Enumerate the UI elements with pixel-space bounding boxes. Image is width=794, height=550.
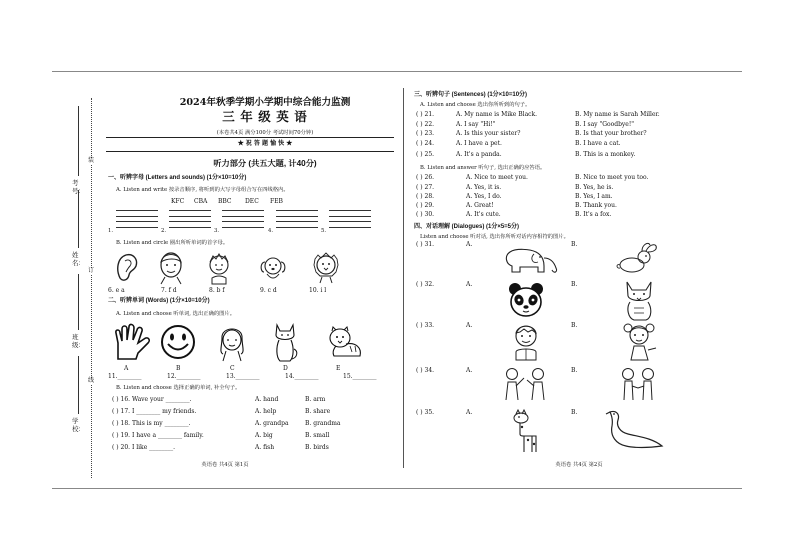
goose-icon bbox=[604, 408, 666, 452]
pic-label-c: C bbox=[230, 365, 235, 372]
writing-grid-line bbox=[329, 227, 371, 228]
writing-grid-line bbox=[329, 210, 371, 211]
writing-grid-line bbox=[222, 210, 264, 211]
option-31-b[interactable]: B. bbox=[571, 241, 578, 248]
writing-grid-line bbox=[276, 210, 318, 211]
writing-grid-line bbox=[276, 216, 318, 217]
grid-num-2: 2. bbox=[161, 228, 167, 234]
name-field[interactable] bbox=[78, 190, 79, 248]
option-33-a[interactable]: A. bbox=[466, 322, 473, 329]
combo-4: DEC bbox=[245, 198, 259, 205]
combo-3: BBC bbox=[218, 198, 232, 205]
class-field[interactable] bbox=[78, 274, 79, 330]
writing-grid-line bbox=[116, 227, 158, 228]
letter-option-6[interactable]: 6. e a bbox=[108, 287, 125, 294]
option-18-a[interactable]: A. grandpa bbox=[255, 420, 289, 427]
question-27[interactable]: ( ) 27. bbox=[416, 184, 435, 191]
sec1-title: 一、听辨字母 (Letters and sounds) (1分×10=10分) bbox=[108, 175, 247, 181]
question-24[interactable]: ( ) 24. bbox=[416, 140, 435, 147]
option-27-a[interactable]: A. Yes, it is. bbox=[466, 184, 502, 191]
writing-grid-line bbox=[116, 210, 158, 211]
option-33-b[interactable]: B. bbox=[571, 322, 578, 329]
writing-grid-line bbox=[222, 221, 264, 222]
fox-icon bbox=[620, 278, 658, 322]
sec3-partA: A. Listen and choose 选出你所听到的句子。 bbox=[420, 102, 531, 108]
ear-icon bbox=[114, 252, 140, 284]
class-label: 班级: bbox=[72, 334, 81, 350]
question-35[interactable]: ( ) 35. bbox=[416, 409, 435, 416]
option-35-a[interactable]: A. bbox=[466, 409, 473, 416]
pic-label-b: B bbox=[176, 365, 181, 372]
option-17-b[interactable]: B. share bbox=[305, 408, 331, 415]
writing-grid-line bbox=[276, 227, 318, 228]
sec2-partA: A. Listen and choose 听单词, 选出正确的图片。 bbox=[116, 311, 236, 317]
option-17-a[interactable]: A. help bbox=[255, 408, 277, 415]
listening-title: 听力部分 (共五大题, 计40分) bbox=[213, 159, 317, 168]
subject-title: 三 年 级 英 语 bbox=[222, 110, 308, 124]
question-17[interactable]: ( ) 17. I ________ my friends. bbox=[112, 408, 197, 415]
exam-info: (本卷共4页 满分100分 考试时间70分钟) bbox=[216, 130, 314, 136]
page-divider bbox=[403, 88, 404, 468]
sec1-partA: A. Listen and write 按录音顺序, 将听到的大写字母组合写在四线格内。 bbox=[116, 187, 289, 193]
elephant-icon bbox=[500, 246, 562, 276]
option-32-b[interactable]: B. bbox=[571, 281, 578, 288]
writing-grid-line bbox=[169, 221, 211, 222]
question-26[interactable]: ( ) 26. bbox=[416, 174, 435, 181]
option-31-a[interactable]: A. bbox=[466, 241, 473, 248]
option-23-b[interactable]: B. Is that your brother? bbox=[575, 130, 647, 137]
question-32[interactable]: ( ) 32. bbox=[416, 281, 435, 288]
option-26-a[interactable]: A. Nice to meet you. bbox=[466, 174, 528, 181]
question-18[interactable]: ( ) 18. This is my ________. bbox=[112, 420, 191, 427]
question-25[interactable]: ( ) 25. bbox=[416, 151, 435, 158]
name-label: 姓名: bbox=[72, 252, 81, 268]
tiger-icon bbox=[310, 250, 342, 284]
option-35-b[interactable]: B. bbox=[571, 409, 578, 416]
dog-icon bbox=[258, 252, 288, 284]
answer-blank-12[interactable]: 12.________ bbox=[167, 373, 201, 380]
girl-face-icon bbox=[215, 324, 249, 362]
option-30-b[interactable]: B. It's a fox. bbox=[575, 211, 612, 218]
option-25-b[interactable]: B. This is a monkey. bbox=[575, 151, 636, 158]
question-21[interactable]: ( ) 21. bbox=[416, 111, 435, 118]
children-talking-icon bbox=[614, 366, 662, 402]
option-24-b[interactable]: B. I have a cat. bbox=[575, 140, 621, 147]
option-32-a[interactable]: A. bbox=[466, 281, 473, 288]
writing-grid-line bbox=[222, 227, 264, 228]
option-25-a[interactable]: A. It's a panda. bbox=[456, 151, 502, 158]
option-22-b[interactable]: B. I say "Goodbye!" bbox=[575, 121, 635, 128]
grid-num-5: 5. bbox=[321, 228, 327, 234]
giraffe-icon bbox=[510, 408, 540, 454]
option-16-a[interactable]: A. hand bbox=[255, 396, 279, 403]
combo-1: KFC bbox=[171, 198, 185, 205]
option-29-a[interactable]: A. Great! bbox=[466, 202, 494, 209]
writing-grid-line bbox=[276, 221, 318, 222]
letter-option-10[interactable]: 10. i l bbox=[309, 287, 327, 294]
school-label: 学校: bbox=[72, 418, 81, 434]
answer-blank-11[interactable]: 11.________ bbox=[108, 373, 142, 380]
children-greeting-icon bbox=[498, 366, 552, 402]
grid-num-3: 3. bbox=[214, 228, 220, 234]
question-19[interactable]: ( ) 19. I have a ________ family. bbox=[112, 432, 204, 439]
option-28-b[interactable]: B. Yes, I am. bbox=[575, 193, 613, 200]
question-31[interactable]: ( ) 31. bbox=[416, 241, 435, 248]
girl-child-icon bbox=[620, 320, 660, 362]
pic-label-e: E bbox=[336, 365, 341, 372]
answer-blank-14[interactable]: 14.________ bbox=[285, 373, 319, 380]
sheet-top-border bbox=[52, 71, 742, 72]
hand-icon bbox=[108, 323, 156, 361]
pic-label-d: D bbox=[283, 365, 288, 372]
cat-icon bbox=[272, 321, 298, 363]
option-24-a[interactable]: A. I have a pet. bbox=[456, 140, 502, 147]
panda-icon bbox=[506, 280, 546, 320]
question-30[interactable]: ( ) 30. bbox=[416, 211, 435, 218]
combo-5: FEB bbox=[270, 198, 283, 205]
header-rule-bottom bbox=[106, 151, 394, 152]
page-1-footer: 英语卷 共4页 第1页 bbox=[201, 462, 249, 468]
school-field[interactable] bbox=[78, 356, 79, 414]
option-21-b[interactable]: B. My name is Sarah Miller. bbox=[575, 111, 660, 118]
sec1-partB: B. Listen and circle 圈出所听单词的首字母。 bbox=[116, 240, 229, 246]
exam-number-label: 考号: bbox=[72, 180, 81, 196]
sec4-instr: Listen and choose 听对话, 选出你所听对话内容相符的图片。 bbox=[420, 234, 569, 240]
writing-grid-line bbox=[116, 216, 158, 217]
sec2-partB: B. Listen and choose 选择正确的单词, 补全句子。 bbox=[116, 385, 241, 391]
question-34[interactable]: ( ) 34. bbox=[416, 367, 435, 374]
tiger-cub-icon bbox=[326, 324, 364, 360]
exam-title: 2024年秋季学期小学期中综合能力监测 bbox=[179, 97, 351, 108]
question-20[interactable]: ( ) 20. I like ________. bbox=[112, 444, 176, 451]
sheet-bottom-border bbox=[52, 488, 742, 489]
writing-grid-line bbox=[116, 221, 158, 222]
wish-text: ★ 祝 答 题 愉 快 ★ bbox=[237, 140, 293, 147]
seal-dotted-line bbox=[91, 98, 92, 478]
question-16[interactable]: ( ) 16. Wave your ________. bbox=[112, 396, 192, 403]
rabbit-icon bbox=[612, 241, 662, 275]
answer-blank-15[interactable]: 15.________ bbox=[343, 373, 377, 380]
option-20-b[interactable]: B. birds bbox=[305, 444, 329, 451]
sec2-title: 二、听辨单词 (Words) (1分×10=10分) bbox=[108, 298, 210, 304]
option-19-a[interactable]: A. big bbox=[255, 432, 273, 439]
question-33[interactable]: ( ) 33. bbox=[416, 322, 435, 329]
question-29[interactable]: ( ) 29. bbox=[416, 202, 435, 209]
option-22-a[interactable]: A. I say "Hi!" bbox=[456, 121, 496, 128]
option-29-b[interactable]: B. Thank you. bbox=[575, 202, 617, 209]
writing-grid-line bbox=[222, 216, 264, 217]
page-2-footer: 英语卷 共4页 第2页 bbox=[555, 462, 603, 468]
combo-2: CBA bbox=[194, 198, 208, 205]
answer-blank-13[interactable]: 13.________ bbox=[226, 373, 260, 380]
boy-child-icon bbox=[506, 322, 546, 362]
writing-grid-line bbox=[169, 210, 211, 211]
letter-option-7[interactable]: 7. f d bbox=[161, 287, 177, 294]
letter-option-9[interactable]: 9. c d bbox=[260, 287, 277, 294]
grid-num-4: 4. bbox=[268, 228, 274, 234]
smiley-face-icon bbox=[160, 324, 196, 360]
option-21-a[interactable]: A. My name is Mike Black. bbox=[456, 111, 538, 118]
writing-grid-line bbox=[329, 221, 371, 222]
option-16-b[interactable]: B. arm bbox=[305, 396, 326, 403]
header-rule-top bbox=[106, 137, 394, 138]
writing-grid-line bbox=[329, 216, 371, 217]
question-22[interactable]: ( ) 22. bbox=[416, 121, 435, 128]
face-icon bbox=[157, 250, 185, 284]
sec3-title: 三、听辨句子 (Sentences) (1分×10=10分) bbox=[414, 92, 528, 98]
boy-icon bbox=[204, 252, 234, 284]
option-34-a[interactable]: A. bbox=[466, 367, 473, 374]
option-19-b[interactable]: B. small bbox=[305, 432, 330, 439]
sec4-title: 四、对话理解 (Dialogues) (1分×5=5分) bbox=[414, 224, 520, 230]
sec3-partB: B. Listen and answer 听句子, 选出正确的应答语。 bbox=[420, 165, 546, 171]
seal-char-3: 线 bbox=[88, 377, 95, 384]
option-23-a[interactable]: A. Is this your sister? bbox=[456, 130, 521, 137]
option-34-b[interactable]: B. bbox=[571, 367, 578, 374]
option-27-b[interactable]: B. Yes, he is. bbox=[575, 184, 614, 191]
question-28[interactable]: ( ) 28. bbox=[416, 193, 435, 200]
option-18-b[interactable]: B. grandma bbox=[305, 420, 341, 427]
letter-option-8[interactable]: 8. b f bbox=[209, 287, 225, 294]
option-30-a[interactable]: A. It's cute. bbox=[466, 211, 501, 218]
writing-grid-line bbox=[169, 227, 211, 228]
option-28-a[interactable]: A. Yes, I do. bbox=[466, 193, 502, 200]
option-20-a[interactable]: A. fish bbox=[255, 444, 275, 451]
seal-char-2: 订 bbox=[88, 267, 95, 274]
option-26-b[interactable]: B. Nice to meet you too. bbox=[575, 174, 649, 181]
exam-number-field[interactable] bbox=[78, 106, 79, 176]
seal-char-1: 装 bbox=[88, 157, 95, 164]
question-23[interactable]: ( ) 23. bbox=[416, 130, 435, 137]
grid-num-1: 1. bbox=[108, 228, 114, 234]
pic-label-a: A bbox=[124, 365, 129, 372]
writing-grid-line bbox=[169, 216, 211, 217]
